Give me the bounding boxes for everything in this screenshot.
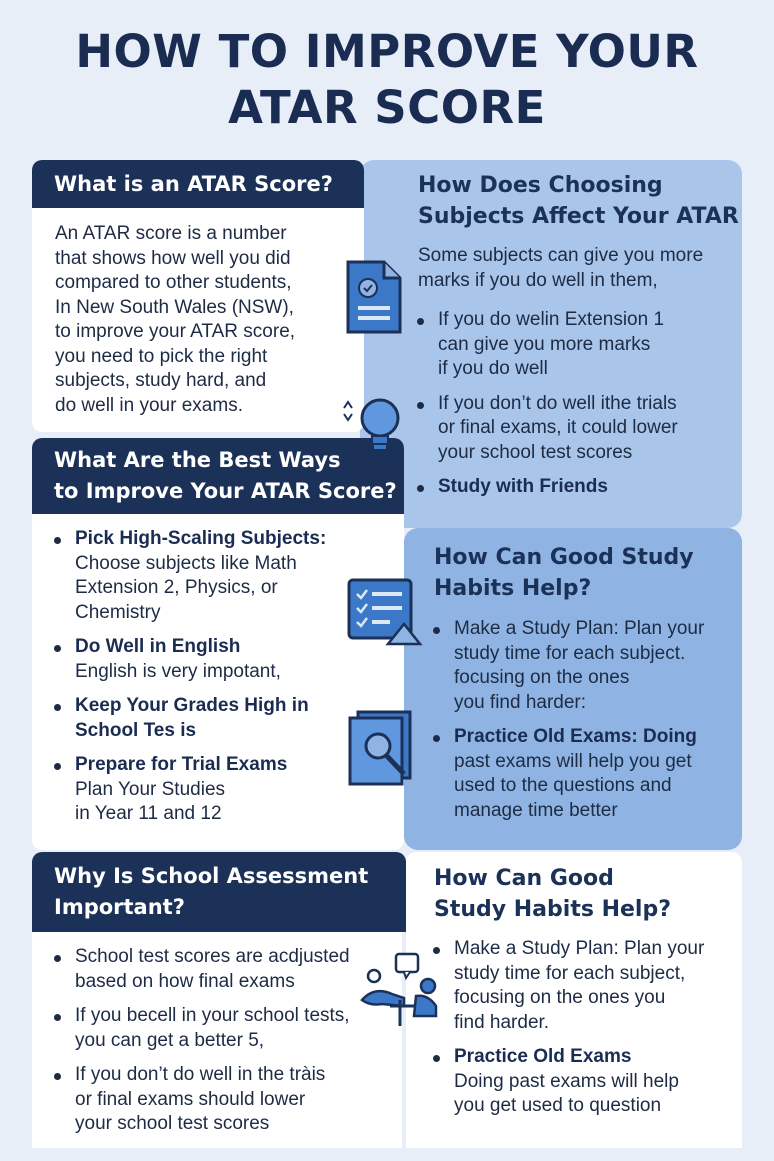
list-item-line: study time for each subject. bbox=[454, 642, 686, 664]
list-item bbox=[430, 617, 704, 715]
list-item-line: Choose subjects like Math bbox=[75, 552, 297, 574]
choosing-intro bbox=[418, 244, 703, 293]
habits-2-heading bbox=[434, 863, 671, 925]
list-item-line: your school test scores bbox=[438, 441, 633, 463]
habits-2-heading-line: How Can Good bbox=[434, 866, 614, 891]
assessment-list bbox=[51, 945, 350, 1147]
choosing-intro-line: marks if you do well in them, bbox=[418, 269, 658, 291]
list-item-bold: Prepare for Trial Exams bbox=[75, 754, 288, 775]
list-item-bold: Do Well in English bbox=[75, 636, 241, 657]
what-is-line: you need to pick the right bbox=[55, 345, 268, 367]
list-item-line: Chemistry bbox=[75, 601, 161, 623]
best-ways-heading-line: to Improve Your ATAR Score? bbox=[54, 479, 397, 503]
list-item-bold: Pick High-Scaling Subjects: bbox=[75, 528, 327, 549]
choosing-heading-line: Subjects Affect Your ATAR bbox=[418, 204, 739, 229]
title-line-1: HOW TO IMPROVE YOUR bbox=[75, 25, 699, 78]
list-item-line: you can get a better 5, bbox=[75, 1029, 265, 1051]
what-is-line: An ATAR score is a number bbox=[55, 223, 287, 244]
assessment-heading-line: Important? bbox=[54, 895, 185, 919]
list-item-line: If you becell in your school tests, bbox=[75, 1005, 350, 1026]
list-item-line: you get used to question bbox=[454, 1095, 662, 1116]
list-item-line: Extension 2, Physics, or bbox=[75, 577, 278, 598]
what-is-heading-text: What is an ATAR Score? bbox=[54, 172, 333, 196]
what-is-heading bbox=[32, 160, 364, 208]
assessment-heading bbox=[32, 852, 406, 932]
checklist-icon bbox=[346, 576, 424, 653]
list-item-line: or final exams, it could lower bbox=[438, 417, 678, 438]
list-item-line: find harder. bbox=[454, 1011, 550, 1033]
list-item-line: in Year 11 and 12 bbox=[75, 803, 222, 824]
list-item-bold: Practice Old Exams: Doing bbox=[454, 726, 697, 747]
habits-2-heading-line: Study Habits Help? bbox=[434, 897, 671, 922]
what-is-line: subjects, study hard, and bbox=[55, 370, 267, 391]
choosing-heading bbox=[418, 170, 739, 232]
list-item-line: If you don’t do well in the tràis bbox=[75, 1064, 326, 1085]
what-is-body bbox=[55, 222, 295, 418]
list-item bbox=[51, 753, 326, 827]
list-item-line: Doing past exams will help bbox=[454, 1070, 679, 1092]
habits-1-list bbox=[430, 617, 704, 833]
list-item bbox=[51, 1004, 350, 1053]
list-item-line: focusing on the ones bbox=[454, 667, 630, 688]
page-title bbox=[0, 24, 774, 136]
list-item-line: manage time better bbox=[454, 799, 618, 821]
list-item-line: or final exams should lower bbox=[75, 1088, 306, 1110]
title-line-2: ATAR SCORE bbox=[228, 81, 546, 134]
list-item-line: if you do well bbox=[438, 358, 548, 379]
list-item-line: Make a Study Plan: Plan your bbox=[454, 618, 705, 639]
list-item bbox=[430, 1045, 704, 1119]
list-item bbox=[51, 527, 326, 625]
what-is-line: that shows how well you did bbox=[55, 247, 291, 269]
list-item bbox=[51, 945, 350, 994]
list-item bbox=[414, 308, 678, 382]
list-item-line: can give you more marks bbox=[438, 333, 651, 355]
lightbulb-icon bbox=[340, 394, 406, 479]
what-is-line: compared to other students, bbox=[55, 272, 292, 293]
magnifier-book-icon bbox=[346, 708, 418, 791]
choosing-list bbox=[414, 308, 678, 510]
assessment-heading-line: Why Is School Assessment bbox=[54, 864, 369, 888]
list-item-bold: Keep Your Grades High in bbox=[75, 695, 309, 716]
list-item-line: focusing on the ones you bbox=[454, 987, 666, 1008]
list-item-line: based on how final exams bbox=[75, 970, 295, 992]
list-item bbox=[51, 694, 326, 743]
list-item-line: English is very impotant, bbox=[75, 660, 281, 682]
list-item-line: past exams will help you get bbox=[454, 750, 692, 772]
what-is-line: to improve your ATAR score, bbox=[55, 321, 296, 342]
list-item bbox=[430, 725, 704, 823]
list-item-line: Make a Study Plan: Plan your bbox=[454, 938, 705, 959]
list-item-line: used to the questions and bbox=[454, 775, 672, 796]
habits-2-list bbox=[430, 937, 704, 1129]
habits-1-heading-line: How Can Good Study bbox=[434, 545, 694, 570]
choosing-heading-line: How Does Choosing bbox=[418, 173, 663, 198]
what-is-line: In New South Wales (NSW), bbox=[55, 296, 294, 318]
list-item-bold: Practice Old Exams bbox=[454, 1046, 632, 1067]
list-item bbox=[414, 475, 678, 500]
list-item-line: study time for each subject, bbox=[454, 962, 686, 984]
list-item bbox=[51, 1063, 350, 1137]
list-item bbox=[414, 392, 678, 466]
list-item-line: your school test scores bbox=[75, 1113, 270, 1134]
list-item-line: If you don’t do well ithe trials bbox=[438, 392, 677, 414]
list-item-line: you find harder: bbox=[454, 691, 587, 713]
list-item-line: Study with Friends bbox=[438, 476, 608, 497]
list-item bbox=[51, 635, 326, 684]
best-ways-heading-line: What Are the Best Ways bbox=[54, 448, 341, 472]
choosing-intro-line: Some subjects can give you more bbox=[418, 245, 704, 266]
list-item bbox=[430, 937, 704, 1035]
list-item-line: School test scores are acdjusted bbox=[75, 946, 350, 967]
list-item-bold: School Tes is bbox=[75, 719, 197, 741]
habits-1-heading bbox=[434, 542, 694, 604]
best-ways-list bbox=[51, 527, 326, 837]
discussion-people-icon bbox=[356, 950, 446, 1035]
habits-1-heading-line: Habits Help? bbox=[434, 576, 592, 601]
list-item-line: If you do welin Extension 1 bbox=[438, 309, 665, 330]
list-item-line: Plan Your Studies bbox=[75, 778, 226, 800]
document-check-icon bbox=[344, 258, 404, 341]
what-is-line: do well in your exams. bbox=[55, 394, 243, 416]
